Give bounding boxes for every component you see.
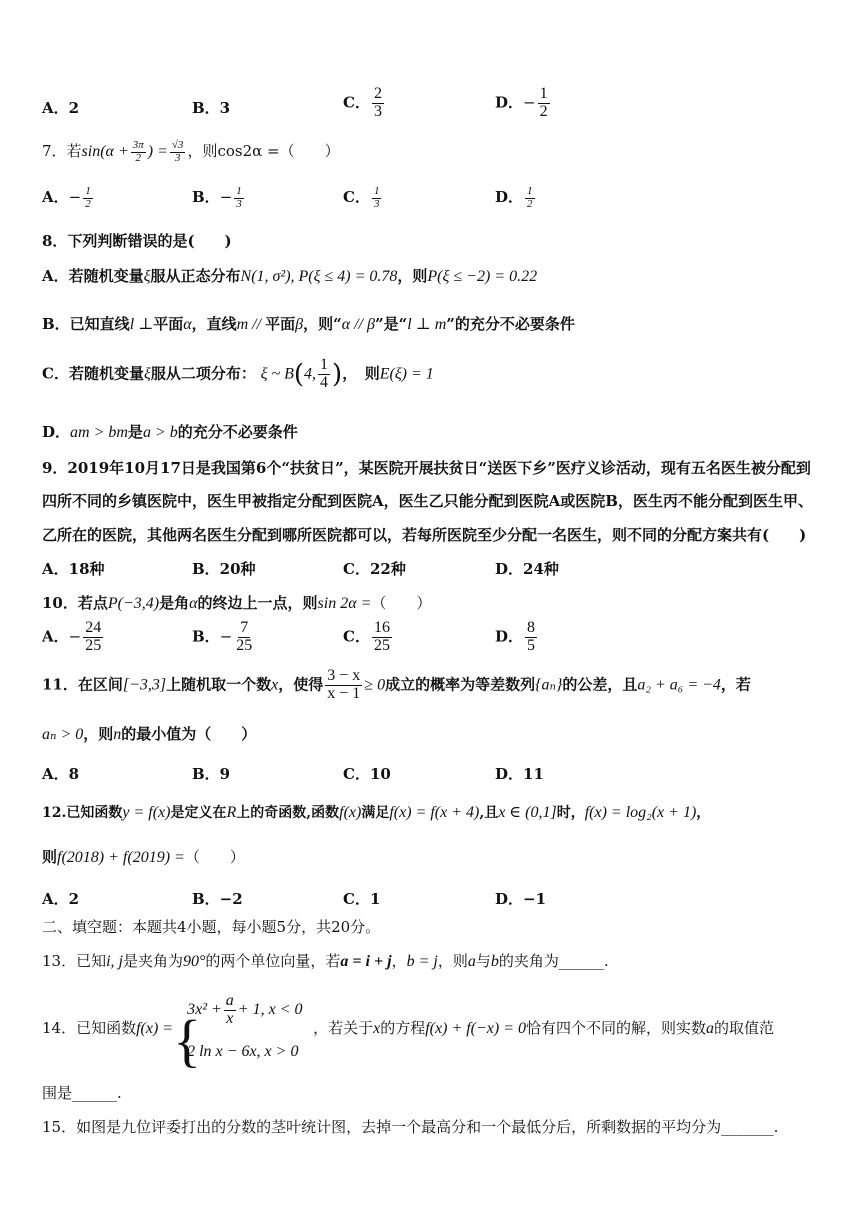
q9-line-3: 乙所在的医院，其他两名医生分配到哪所医院都可以，若每所医院至少分配一名医生，则不同的分配方案共有( ) <box>42 526 807 544</box>
q9-option-c: C．22种 <box>343 560 406 578</box>
q11-stem: 11．在区间[−3,3]上随机取一个数x，使得 $\frac{3 - x}{x - 1}$ ≥ 0成立的概率为等差数列{aₙ}的公差，且a₂ + a₆ = −4，若 <box>42 667 751 702</box>
q7-option-c: C． $\frac{1}{3}$ <box>343 185 380 210</box>
q6-option-c: C． $\frac{2}{3}$ <box>343 85 382 120</box>
q15-stem: 15．如图是九位评委打出的分数的茎叶统计图，去掉一个最高分和一个最低分后，所剩数据的平均分为_______. <box>42 1118 779 1136</box>
q12-option-b: B．−2 <box>192 890 243 908</box>
q14-piecewise: { 3x² + $\frac{a}{x}$ + 1, x < 0 2 ln x − 6x, x > 0 <box>173 992 303 1073</box>
q9-option-d: D．24种 <box>495 560 559 578</box>
q6-option-d-fraction: $\frac{1}{2}$ <box>539 85 548 120</box>
q6-option-b: B．3 <box>192 99 231 117</box>
q11-option-c: C．10 <box>343 765 391 783</box>
q8-option-a: A．若随机变量ξ服从正态分布N(1, σ²), P(ξ ≤ 4) = 0.78，则P(ξ ≤ −2) = 0.22 <box>42 267 538 285</box>
q6-option-d: D．− $\frac{1}{2}$ <box>495 85 548 120</box>
q9-option-b: B．20种 <box>192 560 256 578</box>
q7-option-d: D． $\frac{1}{2}$ <box>495 185 533 210</box>
q10-option-b: B．− $\frac{7}{25}$ <box>192 619 253 654</box>
q12-option-c: C．1 <box>343 890 381 908</box>
q7-stem: 7．若sin(α + $\frac{3\pi}{2}$ ) = $\frac{√3}{3}$ ，则cos2α =（ ） <box>42 139 340 164</box>
q11-stem-line-2: aₙ > 0，则n的最小值为（ ） <box>42 725 257 743</box>
q10-stem: 10．若点P(−3,4)是角α的终边上一点，则sin 2α =（ ） <box>42 594 432 612</box>
section-heading-fill-in: 二、填空题：本题共4小题，每小题5分，共20分。 <box>42 918 381 936</box>
q12-stem: 12.已知函数y = f(x)是定义在R上的奇函数,函数f(x)满足f(x) = f(x + 4),且x ∈ (0,1]时，f(x) = log₂(x + 1)， <box>42 804 711 821</box>
q11-option-b: B．9 <box>192 765 231 783</box>
q14-stem-line-2: 围是______. <box>42 1084 122 1102</box>
q8-option-b: B．已知直线l ⊥平面α，直线m // 平面β，则“α // β”是“l ⊥ m”的充分不必要条件 <box>42 315 575 333</box>
q7-option-b: B．− $\frac{1}{3}$ <box>192 185 242 210</box>
q10-option-a: A．− $\frac{24}{25}$ <box>42 619 102 654</box>
q12-option-a: A．2 <box>42 890 80 908</box>
q8-option-d: D．am > bm是a > b的充分不必要条件 <box>42 423 298 441</box>
q10-option-c: C． $\frac{16}{25}$ <box>343 619 390 654</box>
q6-option-a: A．2 <box>42 99 80 117</box>
q9-line-2: 四所不同的乡镇医院中，医生甲被指定分配到医院A，医生乙只能分配到医院A或医院B，医生丙不能分配到医生甲、 <box>42 492 813 510</box>
q8-option-c: C．若随机变量ξ服从二项分布： ξ ~ B(4, $\frac{1}{4}$ )， 则E(ξ) = 1 <box>42 356 434 391</box>
q12-stem-line-2: 则f(2018) + f(2019) =（ ） <box>42 848 245 866</box>
q9-line-1: 9．2019年10月17日是我国第6个“扶贫日”，某医院开展扶贫日“送医下乡”医疗义诊活动，现有五名医生被分配到 <box>42 459 811 477</box>
q11-option-a: A．8 <box>42 765 80 783</box>
q6-option-c-fraction: $\frac{2}{3}$ <box>373 85 382 120</box>
q14-stem: 14．已知函数f(x) = { 3x² + $\frac{a}{x}$ + 1, x < 0 2 ln x − 6x, x > 0 ，若关于x的方程f(x) + f(−x) = 0恰有四个不同的解，则实数a的取值范 <box>42 992 775 1073</box>
q11-option-d: D．11 <box>495 765 544 783</box>
q12-option-d: D．−1 <box>495 890 547 908</box>
q7-option-a: A．− $\frac{1}{2}$ <box>42 185 91 210</box>
q9-option-a: A．18种 <box>42 560 105 578</box>
q10-option-d: D． $\frac{8}{5}$ <box>495 619 536 654</box>
q13-stem: 13．已知i, j是夹角为90°的两个单位向量，若a = i + j，b = j，则a与b的夹角为______. <box>42 952 609 970</box>
q8-stem: 8．下列判断错误的是( ) <box>42 232 232 250</box>
